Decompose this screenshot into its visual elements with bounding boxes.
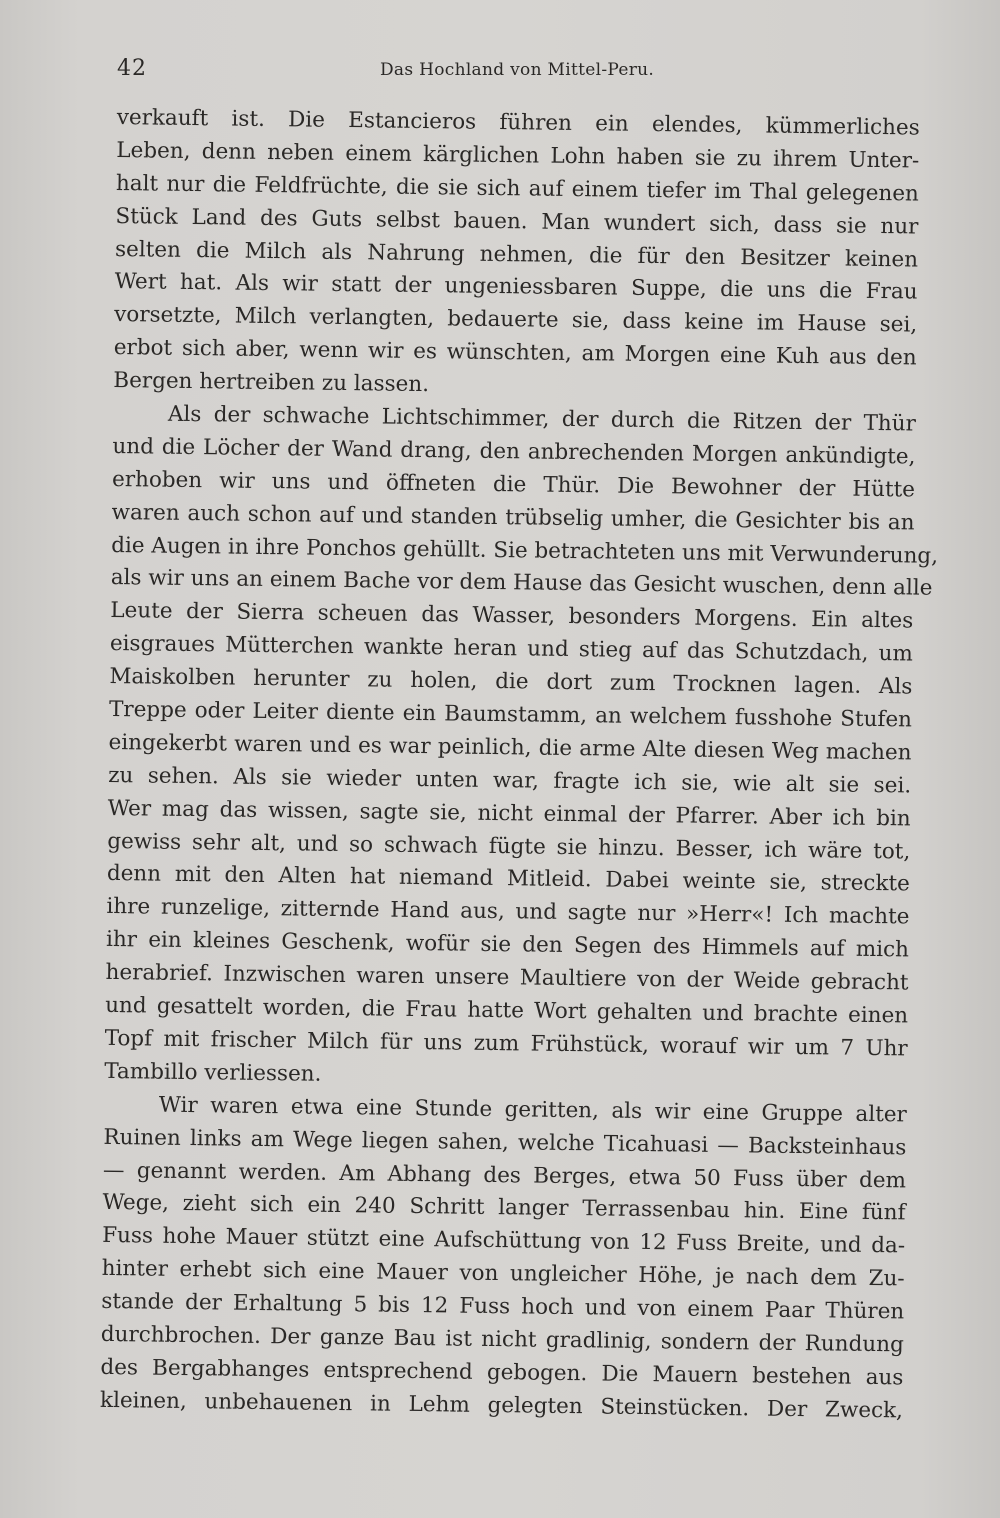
text-line: Fuss hohe Mauer stützt eine Aufschüttung von 12 Fuss Breite, und da- xyxy=(101,1223,906,1259)
text-line: Leben, denn neben einem kärglichen Lohn haben sie zu ihrem Unter- xyxy=(116,137,920,174)
text-line: Tambillo verliessen. xyxy=(104,1058,322,1087)
text-line: Wer mag das wissen, sagte sie, nicht einmal der Pfarrer. Aber ich bin xyxy=(107,795,911,832)
text-line: eingekerbt waren und es war peinlich, die arme Alte diesen Weg machen xyxy=(108,729,912,766)
paragraph xyxy=(113,102,920,409)
text-line: denn mit den Alten hat niemand Mitleid. Dabei weinte sie, streckte xyxy=(106,861,910,897)
text-line: herabrief. Inzwischen waren unsere Maultiere von der Weide gebracht xyxy=(105,960,909,996)
text-line: ihr ein kleines Geschenk, wofür sie den Segen des Himmels auf mich xyxy=(105,927,910,963)
paragraph xyxy=(104,398,939,1099)
page-header xyxy=(117,56,917,86)
text-line: durchbrochen. Der ganze Bau ist nicht gradlinig, sondern der Rundung xyxy=(100,1321,904,1358)
paragraph xyxy=(100,1089,907,1428)
text-line: kleinen, unbehauenen in Lehm gelegten Steinstücken. Der Zweck, xyxy=(99,1387,904,1424)
text-line: Leute der Sierra scheuen das Wasser, besonders Morgens. Ein altes xyxy=(110,598,914,634)
text-line: Wert hat. Als wir statt der ungeniessbaren Suppe, die uns die Frau xyxy=(114,269,918,305)
running-title: Das Hochland von Mittel-Peru. xyxy=(380,60,655,80)
text-line: des Bergabhanges entsprechend gebogen. Die Mauern bestehen aus xyxy=(100,1354,904,1391)
text-line: ihre runzelige, zitternde Hand aus, und sagte nur »Herr«! Ich machte xyxy=(106,894,910,930)
text-line: Ruinen links am Wege liegen sahen, welche Ticahuasi — Backsteinhaus xyxy=(103,1124,907,1161)
text-line: Wir waren etwa eine Stunde geritten, als wir eine Gruppe alter xyxy=(158,1092,907,1128)
text-line: hinter erhebt sich eine Mauer von ungleicher Höhe, je nach dem Zu- xyxy=(101,1256,905,1292)
page-number: 42 xyxy=(117,56,147,81)
text-line: die Augen in ihre Ponchos gehüllt. Sie betrachteten uns mit Verwunderung, xyxy=(111,532,939,569)
text-line: Stück Land des Guts selbst bauen. Man wundert sich, dass sie nur xyxy=(115,203,919,240)
text-line: eisgraues Mütterchen wankte heran und stieg auf das Schutzdach, um xyxy=(109,631,914,667)
body-text xyxy=(99,102,939,1428)
text-line: selten die Milch als Nahrung nehmen, die für den Besitzer keinen xyxy=(114,236,919,273)
text-line: Bergen hertreiben zu lassen. xyxy=(113,368,430,398)
text-line: vorsetzte, Milch verlangten, bedauerte sie, dass keine im Hause sei, xyxy=(114,302,918,338)
text-line: Wege, zieht sich ein 240 Schritt langer Terrassenbau hin. Eine fünf xyxy=(102,1190,906,1226)
text-line: als wir uns an einem Bache vor dem Hause das Gesicht wuschen, denn alle xyxy=(110,565,933,602)
text-line: — genannt werden. Am Abhang des Berges, etwa 50 Fuss über dem xyxy=(102,1157,907,1193)
text-line: Topf mit frischer Milch für uns zum Frühstück, worauf wir um 7 Uhr xyxy=(104,1025,908,1062)
text-line: gewiss sehr alt, und so schwach fügte sie hinzu. Besser, ich wäre tot, xyxy=(107,828,911,865)
text-line: stande der Erhaltung 5 bis 12 Fuss hoch und von einem Paar Thüren xyxy=(101,1288,905,1325)
text-line: zu sehen. Als sie wieder unten war, fragte ich sie, wie alt sie sei. xyxy=(108,762,912,799)
text-line: Als der schwache Lichtschimmer, der durch die Ritzen der Thür xyxy=(167,401,917,437)
text-line: erbot sich aber, wenn wir es wünschten, am Morgen eine Kuh aus den xyxy=(113,335,917,371)
text-line: verkauft ist. Die Estancieros führen ein elendes, kümmerliches xyxy=(116,104,920,141)
text-line: Maiskolben herunter zu holen, die dort zum Trocknen lagen. Als xyxy=(109,664,913,700)
text-line: halt nur die Feldfrüchte, die sie sich auf einem tiefer im Thal gelegenen xyxy=(115,170,920,207)
text-line: waren auch schon auf und standen trübselig umher, die Gesichter bis an xyxy=(111,499,915,536)
text-line: und die Löcher der Wand drang, den anbrechenden Morgen ankündigte, xyxy=(112,433,916,470)
text-line: Treppe oder Leiter diente ein Baumstamm, an welchem fusshohe Stufen xyxy=(108,696,913,733)
text-line: und gesattelt worden, die Frau hatte Wort gehalten und brachte einen xyxy=(105,992,909,1029)
text-line: erhoben wir uns und öffneten die Thür. Die Bewohner der Hütte xyxy=(111,466,916,503)
